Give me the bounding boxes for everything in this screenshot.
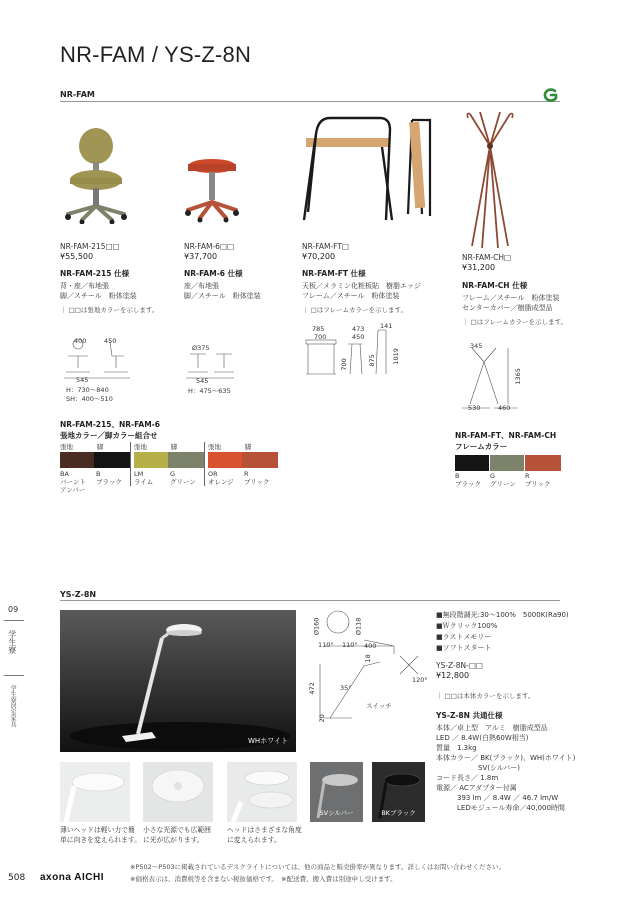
dim-ft-d2: 450 (352, 333, 365, 341)
lamp-note-text: □□は本体カラーを示します。 (444, 692, 535, 700)
footer-note-2: ※価格表示は、消費税等を含まない税抜価格です。 ※配送費、搬入費は別途申し受けます。 (130, 875, 397, 883)
dim-6-base: 545 (196, 377, 209, 385)
lamp-caption-1: 薄いヘッドは軽い力で簡 単に向きを変えられます。 (60, 826, 142, 844)
fabric-swatch-b-label (96, 470, 122, 486)
sidebar-subcategory: 学生寮居室家具 (9, 685, 17, 727)
lamp-detail-illustration-3 (227, 762, 297, 822)
lamp-spec-3: 質量 1.3kg (436, 744, 477, 752)
dim-6-h: H：475〜635 (188, 387, 231, 395)
dim-6-top: Ø375 (192, 344, 210, 352)
sidebar-number: 09 (8, 605, 19, 614)
lamp-spec-9: LEDモジュール寿命／40,000時間 (436, 804, 565, 812)
lamp-dim-b: 20 (317, 714, 326, 723)
desk-ft-photo (300, 112, 442, 224)
note-ch: ｜ □はフレームカラーを示します。 (462, 318, 567, 326)
fabric-colors-title1: NR-FAM-215、NR-FAM-6 (60, 420, 160, 429)
section-heading-nr-fam: NR-FAM (60, 90, 95, 99)
swatch-code: BA (60, 470, 69, 478)
fabric-swatch-g-label (170, 470, 196, 486)
lamp-spec-8: 393 lm ／ 8.4W ／ 46.7 lm/W (436, 794, 559, 802)
lamp-spec-5: SV(シルバー) (436, 764, 521, 772)
swatch-code: B (455, 472, 460, 480)
chair-215-photo (62, 124, 130, 224)
lamp-spec-1: 本体／卓上型 アルミ 樹脂成型品 (436, 724, 548, 732)
lamp-spec-title: YS-Z-8N 共通仕様 (436, 711, 503, 720)
dim-ft-w2: 700 (314, 333, 327, 341)
swatch-head-0: 張地 (60, 443, 73, 451)
fabric-swatch-ba (60, 452, 96, 468)
page-title: NR-FAM / YS-Z-8N (60, 42, 252, 67)
footer-brand-logo: axona AICHI (40, 872, 105, 883)
spec-line-6-2: 脚／スチール 粉体塗装 (184, 292, 261, 300)
lamp-dim-d2: Ø118 (354, 617, 363, 636)
sidebar-rule-1 (4, 620, 24, 621)
dim-ft-w1: 785 (312, 325, 325, 333)
green-mark-icon (540, 88, 562, 102)
swatch-code: LM (134, 470, 144, 478)
coat-hanger-ch-photo (458, 110, 522, 250)
swatch-head-5: 脚 (245, 443, 252, 451)
lamp-main-photo (60, 610, 296, 752)
dimension-drawing-215 (60, 334, 138, 382)
product-code-ft: NR-FAM-FT□ (302, 242, 350, 251)
spec-line-ft-2: フレーム／スチール 粉体塗装 (302, 292, 400, 300)
lamp-thumb-black-label: BKブラック (381, 809, 416, 818)
fabric-swatch-r (242, 452, 278, 468)
product-price-6: ¥37,700 (184, 252, 218, 261)
lamp-feature-3: ■ラストメモリー (436, 633, 492, 641)
lamp-product-code: YS-Z-8N-□□ (436, 661, 484, 670)
lamp-spec-4: 本体カラー／ BK(ブラック)、WH(ホワイト) (436, 754, 576, 762)
note-215: ｜ □□は張地カラーを示します。 (60, 306, 159, 314)
dim-ft-d1: 473 (352, 325, 365, 333)
dim-ch-top: 345 (470, 342, 483, 350)
frame-swatch-r-label (525, 472, 550, 488)
frame-swatch-b-label (455, 472, 481, 488)
fabric-swatch-b (94, 452, 130, 468)
swatch-name: グリーン (170, 478, 196, 487)
lamp-product-price: ¥12,800 (436, 671, 470, 680)
lamp-dim-h: 472 (307, 682, 316, 695)
note-ft: ｜ □はフレームカラーを示します。 (302, 306, 407, 314)
lamp-photo-label: WHホワイト (248, 736, 288, 745)
swatch-divider-1 (130, 442, 131, 486)
product-code-ch: NR-FAM-CH□ (462, 253, 512, 262)
fabric-swatch-ba-label (60, 470, 86, 494)
swatch-code: B (96, 470, 101, 478)
dim-215-sh: SH：400〜510 (66, 395, 113, 403)
lamp-spec-2: LED ／ 8.4W(白熱60W相当) (436, 734, 529, 742)
frame-colors-title1: NR-FAM-FT、NR-FAM-CH (455, 431, 557, 440)
frame-swatch-b (455, 455, 489, 471)
lamp-dim-d1: Ø160 (312, 617, 321, 636)
lamp-thumb-silver (310, 762, 363, 822)
stool-6-photo (184, 158, 240, 224)
lamp-feature-1: ■無段階調光:30〜100% 5000K(Ra90) (436, 611, 569, 619)
spec-line-ch-1: フレーム／スチール 粉体塗装 (462, 294, 560, 302)
swatch-name: バーント アンバー (60, 478, 86, 495)
fabric-swatch-lm (134, 452, 170, 468)
fabric-swatch-lm-label (134, 470, 153, 486)
dim-215-h: H：730〜840 (66, 386, 109, 394)
dim-215-base: 545 (76, 376, 89, 384)
section-rule (60, 101, 560, 102)
lamp-dim-switch: スイッチ (366, 702, 392, 710)
swatch-name: オレンジ (208, 478, 234, 487)
spec-title-ft: NR-FAM-FT 仕様 (302, 269, 366, 278)
spec-title-6: NR-FAM-6 仕様 (184, 269, 243, 278)
lamp-detail-photo-2 (143, 762, 213, 822)
lamp-detail-illustration-2 (143, 762, 213, 822)
product-code-6: NR-FAM-6□□ (184, 242, 235, 251)
product-code-215: NR-FAM-215□□ (60, 242, 120, 251)
lamp-feature-4: ■ソフトスタート (436, 644, 492, 652)
swatch-head-1: 脚 (97, 443, 104, 451)
swatch-code: R (244, 470, 249, 478)
lamp-detail-photo-1 (60, 762, 130, 822)
swatch-code: OR (208, 470, 218, 478)
lamp-illustration (60, 610, 296, 752)
dim-215-w: 400 (74, 337, 87, 345)
sidebar-rule-2 (4, 675, 24, 676)
sidebar-category: 学生寮 (7, 630, 17, 654)
swatch-name: グリーン (490, 480, 516, 489)
fabric-swatch-or-label (208, 470, 234, 486)
frame-swatch-r (525, 455, 561, 471)
dim-215-d: 450 (104, 337, 117, 345)
section-rule-2 (60, 600, 560, 601)
note-ft-text: □はフレームカラーを示します。 (310, 306, 407, 314)
swatch-code: G (490, 472, 496, 480)
section-heading-ys-z-8n: YS-Z-8N (60, 590, 97, 599)
swatch-code: G (170, 470, 176, 478)
lamp-spec-6: コード長さ／ 1.8m (436, 774, 499, 782)
lamp-dim-w: 400 (364, 642, 377, 650)
dim-ch-b1: 530 (468, 404, 481, 412)
lamp-note: ｜ □□は本体カラーを示します。 (436, 692, 535, 700)
swatch-name: ブリック (525, 480, 551, 489)
dim-ch-b2: 460 (498, 404, 511, 412)
frame-swatch-g (490, 455, 524, 471)
lamp-dim-a2: 110° (342, 641, 358, 649)
swatch-name: ブリック (244, 478, 270, 487)
swatch-name: ブラック (96, 478, 122, 487)
dim-ft-h1: 700 (339, 358, 348, 371)
note-ch-text: □はフレームカラーを示します。 (470, 318, 567, 326)
fabric-swatch-or (208, 452, 244, 468)
dim-ft-h3: 1019 (391, 348, 400, 365)
lamp-caption-3: ヘッドはさまざまな角度 に変えられます。 (227, 826, 302, 844)
lamp-feature-2: ■Ｗクリック100% (436, 622, 498, 630)
swatch-divider-2 (204, 442, 205, 486)
spec-line-ch-2: センターカバー／樹脂成型品 (462, 304, 553, 312)
lamp-thumb-silver-label: SVシルバー (319, 809, 354, 818)
swatch-head-4: 張地 (208, 443, 221, 451)
dim-ft-h2: 875 (367, 354, 376, 367)
spec-line-215-2: 脚／スチール 粉体塗装 (60, 292, 137, 300)
spec-line-6-1: 座／布地張 (184, 282, 219, 290)
fabric-colors-title2: 張地カラー／脚カラー組合せ (60, 431, 158, 440)
frame-colors-title2: フレームカラー (455, 442, 508, 451)
spec-title-215: NR-FAM-215 仕様 (60, 269, 130, 278)
fabric-swatch-g (168, 452, 204, 468)
lamp-dim-a1: 110° (318, 641, 334, 649)
lamp-spec-7: 電源／ ACアダプター付属 (436, 784, 517, 792)
lamp-detail-photo-3 (227, 762, 297, 822)
lamp-dim-a3: 120° (412, 676, 428, 684)
swatch-code: R (525, 472, 530, 480)
footer-note-1: ※P502〜P503に掲載されているデスクライトについては、他の商品と販売掛率が異なります。詳しくはお問い合わせください。 (130, 863, 505, 871)
swatch-head-3: 脚 (171, 443, 178, 451)
spec-line-215-1: 背・座／布地張 (60, 282, 109, 290)
frame-swatch-g-label (490, 472, 516, 488)
product-price-ft: ¥70,200 (302, 252, 336, 261)
lamp-thumb-black (372, 762, 425, 822)
lamp-dim-h1: 18 (363, 654, 372, 663)
swatch-head-2: 張地 (134, 443, 147, 451)
product-price-215: ¥55,500 (60, 252, 94, 261)
swatch-name: ブラック (455, 480, 481, 489)
spec-line-ft-1: 天板／メラミン化粧板貼 樹脂エッジ (302, 282, 421, 290)
note-215-text: □□は張地カラーを示します。 (68, 306, 159, 314)
swatch-name: ライム (134, 478, 154, 487)
product-price-ch: ¥31,200 (462, 263, 496, 272)
footer-page-number: 508 (8, 873, 26, 883)
lamp-dim-a4: 35° (340, 684, 352, 692)
dim-ft-fold: 141 (380, 322, 393, 330)
lamp-caption-2: 小さな光源でも広範囲 に光が広がります。 (143, 826, 211, 844)
lamp-detail-illustration-1 (60, 762, 130, 822)
dim-ch-h: 1365 (513, 368, 522, 385)
spec-title-ch: NR-FAM-CH 仕様 (462, 281, 528, 290)
fabric-swatch-r-label (244, 470, 269, 486)
